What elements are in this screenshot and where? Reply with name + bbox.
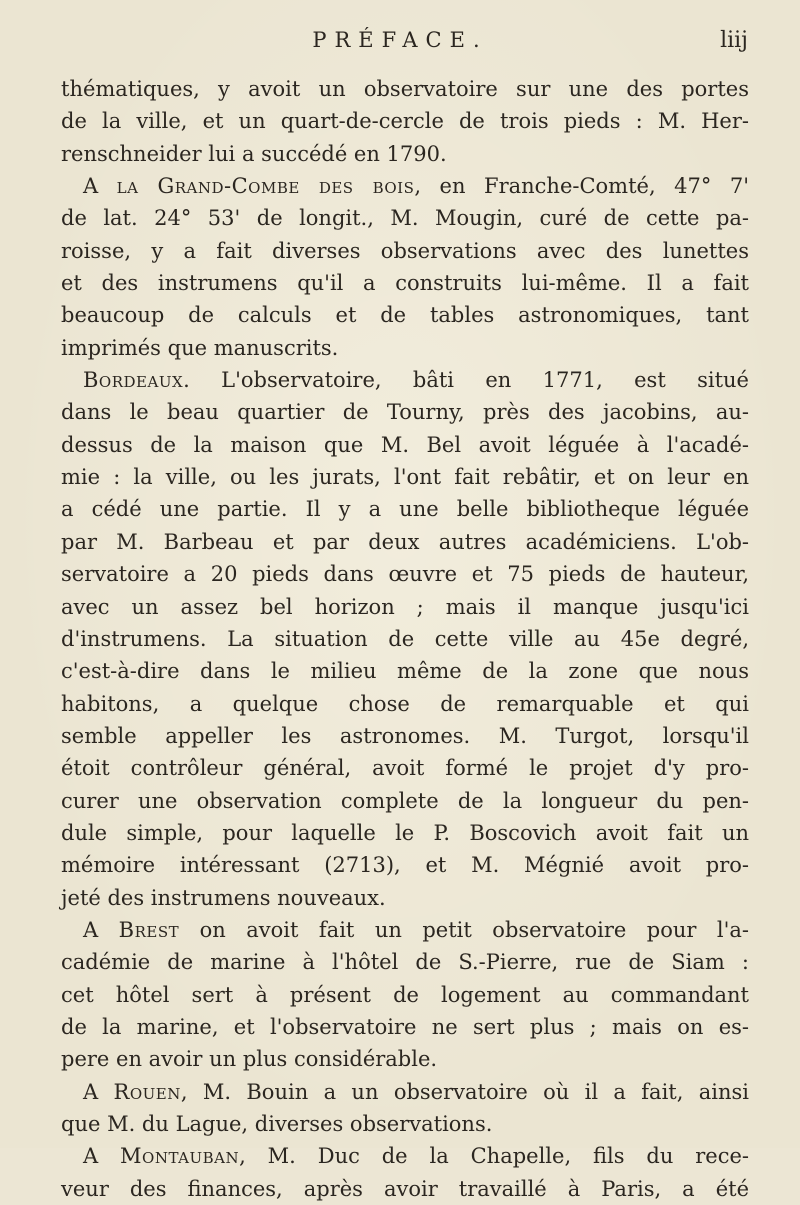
text-line: semble appeller les astronomes. M. Turgot, lorsqu'il: [61, 723, 749, 748]
text-line: veur des finances, après avoir travaillé à Paris, a été: [61, 1176, 749, 1201]
place-name: Rouen: [113, 1079, 181, 1104]
paragraph-grand-combe: A la Grand-Combe des bois, en Franche-Comté, 47° 7': [83, 174, 749, 199]
text-line: curer une observation complete de la longueur du pen-: [61, 788, 749, 813]
text-line: pere en avoir un plus considérable.: [61, 1047, 438, 1072]
text-line: habitons, a quelque chose de remarquable et qui: [61, 691, 749, 716]
text-line: beaucoup de calculs et de tables astronomiques, tant: [61, 303, 749, 328]
running-title: PRÉFACE.: [312, 28, 488, 52]
text-line: dessus de la maison que M. Bel avoit léguée à l'acadé-: [61, 432, 749, 457]
place-name: Montauban: [120, 1144, 240, 1169]
text-line: étoit contrôleur général, avoit formé le projet d'y pro-: [61, 756, 749, 781]
text-line: roisse, y a fait diverses observations avec des lunettes: [61, 238, 749, 263]
paragraph-bordeaux: Bordeaux. L'observatoire, bâti en 1771, est situé: [83, 368, 749, 393]
paragraph-montauban: A Montauban, M. Duc de la Chapelle, fils du rece-: [83, 1144, 749, 1169]
text-line: dule simple, pour laquelle le P. Boscovich avoit fait un: [61, 820, 749, 845]
paragraph-brest: A Brest on avoit fait un petit observatoire pour l'a-: [83, 917, 750, 942]
text-line: par M. Barbeau et par deux autres académiciens. L'ob-: [61, 529, 749, 554]
place-name: Brest: [118, 917, 180, 942]
body-text: [61, 73, 749, 1205]
text-line: servatoire a 20 pieds dans œuvre et 75 pieds de hauteur,: [61, 562, 749, 587]
place-name: la Grand-Combe des bois: [116, 174, 415, 199]
text-line: cadémie de marine à l'hôtel de S.-Pierre, rue de Siam :: [61, 950, 749, 975]
text-line: renschneider lui a succédé en 1790.: [61, 141, 447, 166]
text-line: d'instrumens. La situation de cette ville au 45e degré,: [61, 626, 749, 651]
text-line: c'est-à-dire dans le milieu même de la zone que nous: [61, 659, 749, 684]
text-line: mémoire intéressant (2713), et M. Mégnié avoit pro-: [61, 853, 749, 878]
place-name: Bordeaux: [83, 368, 184, 393]
text-line: avec un assez bel horizon ; mais il manque jusqu'ici: [61, 594, 749, 619]
text-line: dans le beau quartier de Tourny, près des jacobins, au-: [61, 400, 749, 425]
text-line: de lat. 24° 53' de longit., M. Mougin, curé de cette pa-: [61, 206, 749, 231]
text-line: que M. du Lague, diverses observations.: [61, 1112, 493, 1136]
text-line: cet hôtel sert à présent de logement au commandant: [61, 982, 749, 1007]
text-line: imprimés que manuscrits.: [61, 335, 339, 360]
text-line: de la marine, et l'observatoire ne sert plus ; mais on es-: [61, 1014, 749, 1039]
text-line: de la ville, et un quart-de-cercle de trois pieds : M. Her-: [61, 109, 749, 134]
text-line: a cédé une partie. Il y a une belle bibliotheque léguée: [61, 497, 749, 522]
paragraph-rouen: A Rouen, M. Bouin a un observatoire où il a fait, ainsi: [83, 1079, 749, 1104]
text-line: jeté des instrumens nouveaux.: [61, 885, 386, 910]
text-line: mie : la ville, ou les jurats, l'ont fait rebâtir, et on leur en: [61, 465, 749, 490]
text-line: thématiques, y avoit un observatoire sur une des portes: [61, 77, 749, 101]
text-line: et des instrumens qu'il a construits lui-même. Il a fait: [61, 271, 749, 296]
page-number: liij: [720, 28, 748, 53]
running-header: [0, 18, 800, 58]
